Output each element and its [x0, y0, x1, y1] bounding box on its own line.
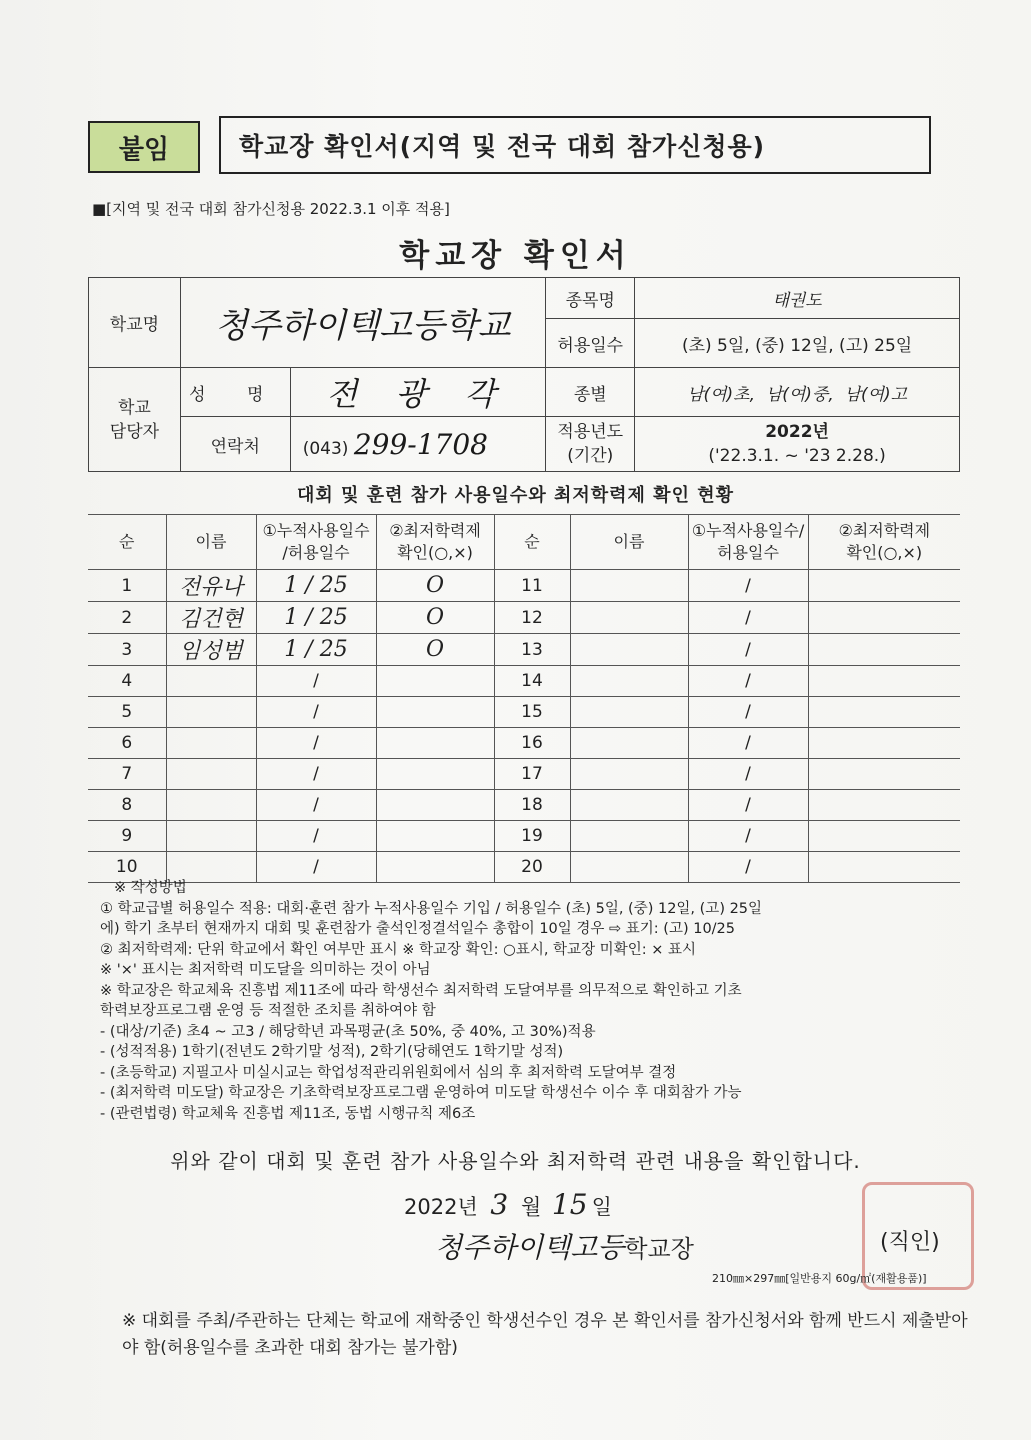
- row-days-2: [688, 634, 808, 666]
- contact-value: [290, 417, 546, 472]
- row-days-2: [688, 759, 808, 790]
- row-days-2: [688, 602, 808, 634]
- row-no-2: [494, 697, 570, 728]
- row-no: [88, 821, 166, 852]
- school-label: 학교명: [89, 278, 181, 368]
- col-name-2: 이름: [570, 515, 688, 570]
- gender-label: 종별: [546, 368, 635, 417]
- row-days-text: /: [313, 671, 319, 691]
- instructions-heading: ※ 작성방법: [114, 880, 187, 896]
- row-days: [256, 666, 376, 697]
- row-name-2: [570, 759, 688, 790]
- instructions-lines: [100, 899, 970, 1125]
- row-days-2: [688, 790, 808, 821]
- row-name: [166, 759, 256, 790]
- col-no-2: 순: [494, 515, 570, 570]
- row-no-2-text: 12: [521, 607, 543, 628]
- instructions: [100, 878, 970, 1124]
- principal-suffix: 학교장: [624, 1235, 694, 1263]
- table-row: [88, 666, 960, 697]
- row-days-2-text: /: [745, 639, 751, 660]
- row-no-text: 7: [121, 764, 133, 784]
- row-days-2-text: /: [745, 733, 751, 753]
- contact-handwriting: 299-1708: [353, 427, 488, 461]
- date-month: 3: [490, 1188, 509, 1221]
- row-no: [88, 602, 166, 634]
- col-no: 순: [88, 515, 166, 570]
- row-no-2: [494, 570, 570, 602]
- row-days-text: /: [313, 733, 319, 753]
- row-no-2-text: 18: [521, 795, 543, 815]
- instruction-line: - (최저학력 미도달) 학교장은 기초학력보장프로그램 운영하여 미도달 학생선수 이수 후 대회참가 가능: [100, 1085, 742, 1101]
- col-days: ①누적사용일수 /허용일수: [256, 515, 376, 570]
- row-no-2-text: 16: [521, 733, 543, 753]
- info-table: [88, 277, 960, 472]
- date-day: 15: [551, 1188, 588, 1221]
- row-name-text: 전유나: [179, 575, 243, 600]
- signature-date: [404, 1188, 612, 1221]
- row-no: [88, 570, 166, 602]
- row-no-2-text: 20: [521, 857, 543, 877]
- document-title: 학교장 확인서: [399, 238, 632, 274]
- row-no-text: 2: [121, 607, 133, 628]
- row-no-2: [494, 728, 570, 759]
- seal-label: (직인): [880, 1230, 940, 1255]
- row-no-text: 6: [121, 733, 133, 753]
- row-days-2-text: /: [745, 702, 751, 722]
- period-text: ('22.3.1. ~ '23 2.28.): [708, 446, 886, 466]
- row-grade: [376, 570, 494, 602]
- col-days-2: ①누적사용일수/ 허용일수: [688, 515, 808, 570]
- row-grade: [376, 728, 494, 759]
- row-name-text: 김건현: [179, 607, 243, 632]
- attachment-tag: 붙임: [88, 121, 200, 173]
- principal-signature: [435, 1226, 694, 1266]
- instruction-line: 학력보장프로그램 운영 등 적절한 조치를 취하여야 함: [100, 1003, 436, 1019]
- row-days-2-text: /: [745, 671, 751, 691]
- name-handwriting: 전 광 각: [326, 375, 510, 413]
- instruction-line: ① 학교급별 허용일수 적용: 대회·훈련 참가 누적사용일수 기입 / 허용일수 (초) 5일, (중) 12일, (고) 25일: [100, 900, 763, 917]
- row-no-2-text: 11: [521, 575, 543, 596]
- year-text: 2022년: [765, 422, 829, 442]
- date-day-unit: 일: [591, 1195, 612, 1219]
- row-grade-2: [808, 821, 960, 852]
- row-days-2: [688, 666, 808, 697]
- row-grade: [376, 790, 494, 821]
- row-days-text: /: [313, 702, 319, 722]
- row-no-text: 9: [121, 826, 133, 846]
- row-days-text: /: [313, 826, 319, 846]
- table-title: 대회 및 훈련 참가 사용일수와 최저학력제 확인 현황: [296, 485, 734, 506]
- row-name-2: [570, 666, 688, 697]
- row-name-2: [570, 570, 688, 602]
- instruction-line: - (성적적용) 1학기(전년도 2학기말 성적), 2학기(당해연도 1학기말 성적): [100, 1044, 564, 1060]
- allow-value: (초) 5일, (중) 12일, (고) 25일: [635, 319, 960, 368]
- row-grade-2: [808, 790, 960, 821]
- year-value: [635, 417, 960, 472]
- row-name-2: [570, 728, 688, 759]
- gender-value: 남(여)초, 남(여)중, 남(여)고: [635, 368, 960, 417]
- row-days-2-text: /: [745, 795, 751, 815]
- row-name: [166, 728, 256, 759]
- row-grade-2: [808, 570, 960, 602]
- athlete-table: [88, 514, 960, 883]
- applicability-note: ■[지역 및 전국 대회 참가신청용 2022.3.1 이후 적용]: [92, 200, 450, 218]
- row-days-2-text: /: [745, 857, 751, 877]
- table-body: [88, 570, 960, 883]
- row-no-2: [494, 666, 570, 697]
- row-grade: [376, 634, 494, 666]
- row-no-2-text: 15: [521, 702, 543, 722]
- row-no: [88, 759, 166, 790]
- col-grade-2: ②최저학력제 확인(○,×): [808, 515, 960, 570]
- row-name: [166, 821, 256, 852]
- row-grade-2: [808, 759, 960, 790]
- row-name-text: 임성범: [179, 639, 243, 664]
- row-name: [166, 634, 256, 666]
- row-grade: [376, 697, 494, 728]
- row-no-text: 4: [121, 671, 133, 691]
- row-grade-2: [808, 666, 960, 697]
- row-no: [88, 790, 166, 821]
- instruction-line: - (대상/기준) 초4 ~ 고3 / 해당학년 과목평균(초 50%, 중 40%, 고 30%)적용: [100, 1023, 596, 1040]
- row-grade: [376, 821, 494, 852]
- row-name: [166, 570, 256, 602]
- row-days-2-text: /: [745, 575, 751, 596]
- row-days-text: /: [313, 795, 319, 815]
- allow-label: 허용일수: [546, 319, 635, 368]
- row-days-text: 1 / 25: [284, 637, 348, 662]
- table-row: [88, 790, 960, 821]
- confirmation-statement: 위와 같이 대회 및 훈련 참가 사용일수와 최저학력 관련 내용을 확인합니다.: [170, 1149, 861, 1173]
- date-year: 2022년: [404, 1195, 478, 1219]
- row-name-2: [570, 602, 688, 634]
- table-row: [88, 570, 960, 602]
- row-name-2: [570, 634, 688, 666]
- row-no-text: 10: [115, 857, 138, 877]
- event-label: 종목명: [546, 278, 635, 319]
- instruction-line: - (관련법령) 학교체육 진흥법 제11조, 동법 시행규칙 제6조: [100, 1105, 476, 1122]
- table-header-row: [88, 515, 960, 570]
- row-no-2: [494, 634, 570, 666]
- row-no: [88, 728, 166, 759]
- row-no: [88, 666, 166, 697]
- school-value: [180, 278, 545, 368]
- row-grade: [376, 602, 494, 634]
- row-no-2-text: 19: [521, 826, 543, 846]
- contact-label: 연락처: [180, 417, 290, 472]
- row-no-2: [494, 790, 570, 821]
- name-value: [290, 368, 546, 417]
- row-days-text: /: [313, 857, 319, 877]
- table-row: [88, 728, 960, 759]
- row-no-2: [494, 821, 570, 852]
- row-days-2-text: /: [745, 764, 751, 784]
- row-name-2: [570, 790, 688, 821]
- row-no-text: 1: [121, 575, 133, 596]
- table-row: [88, 697, 960, 728]
- row-grade-text: O: [425, 605, 445, 630]
- row-name-2: [570, 697, 688, 728]
- row-no: [88, 634, 166, 666]
- row-no-text: 5: [121, 702, 133, 722]
- row-name: [166, 666, 256, 697]
- instruction-line: 에) 학기 초부터 현재까지 대회 및 훈련참가 출석인정결석일수 총합이 10일 경우 ⇨ 표기: (고) 10/25: [100, 921, 736, 937]
- row-name: [166, 602, 256, 634]
- row-days: [256, 790, 376, 821]
- date-month-unit: 월: [520, 1195, 542, 1219]
- row-grade: [376, 759, 494, 790]
- row-no-2-text: 14: [521, 671, 543, 691]
- row-days-2: [688, 728, 808, 759]
- instruction-line: ※ 학교장은 학교체육 진흥법 제11조에 따라 학생선수 최저학력 도달여부를 의무적으로 확인하고 기초: [100, 982, 742, 999]
- row-days-2-text: /: [745, 826, 751, 846]
- contact-prefix: (043): [302, 438, 349, 459]
- header-title: 학교장 확인서(지역 및 전국 대회 참가신청용): [219, 116, 931, 174]
- table-row: [88, 759, 960, 790]
- table-row: [88, 821, 960, 852]
- row-no-text: 3: [121, 639, 133, 660]
- school-handwriting: 청주하이텍고등학교: [214, 306, 511, 346]
- staff-label: 학교 담당자: [89, 368, 181, 472]
- row-no-2: [494, 759, 570, 790]
- paper-spec: 210㎜×297㎜[일반용지 60g/㎡(재활용품)]: [712, 1272, 927, 1285]
- row-days-text: 1 / 25: [284, 573, 348, 598]
- name-label: 성 명: [180, 368, 290, 417]
- row-no: [88, 697, 166, 728]
- row-days: [256, 570, 376, 602]
- row-days: [256, 634, 376, 666]
- row-grade-text: O: [425, 573, 445, 598]
- row-days-2-text: /: [745, 607, 751, 628]
- row-days-2: [688, 821, 808, 852]
- table-row: [88, 602, 960, 634]
- row-days: [256, 697, 376, 728]
- row-days-text: 1 / 25: [284, 605, 348, 630]
- row-days: [256, 602, 376, 634]
- row-grade-2: [808, 602, 960, 634]
- col-grade: ②최저학력제 확인(○,×): [376, 515, 494, 570]
- row-no-text: 8: [121, 795, 133, 815]
- table-row: [88, 634, 960, 666]
- row-no-2-text: 13: [521, 639, 543, 660]
- row-name-2: [570, 821, 688, 852]
- row-grade: [376, 666, 494, 697]
- instruction-line: - (초등학교) 지필고사 미실시교는 학업성적관리위원회에서 심의 후 최저학력 도달여부 결정: [100, 1064, 677, 1081]
- year-label: 적용년도 (기간): [546, 417, 635, 472]
- row-days-2: [688, 570, 808, 602]
- row-grade-2: [808, 634, 960, 666]
- principal-school-handwriting: 청주하이텍고등: [435, 1231, 625, 1264]
- event-value: 태권도: [635, 278, 960, 319]
- footnote: ※ 대회를 주최/주관하는 단체는 학교에 재학중인 학생선수인 경우 본 확인서를 참가신청서와 함께 반드시 제출받아야 함(허용일수를 초과한 대회 참가는 불가함): [122, 1311, 968, 1358]
- row-days: [256, 759, 376, 790]
- row-name: [166, 697, 256, 728]
- row-days-2: [688, 697, 808, 728]
- row-name: [166, 790, 256, 821]
- row-no-2-text: 17: [521, 764, 543, 784]
- instruction-line: ② 최저학력제: 단위 학교에서 확인 여부만 표시 ※ 학교장 확인: ○표시, 학교장 미확인: × 표시: [100, 941, 696, 958]
- instruction-line: ※ '×' 표시는 최저학력 미도달을 의미하는 것이 아님: [100, 962, 431, 978]
- row-days: [256, 821, 376, 852]
- row-grade-2: [808, 728, 960, 759]
- row-grade-text: O: [425, 637, 445, 662]
- col-name: 이름: [166, 515, 256, 570]
- row-days-text: /: [313, 764, 319, 784]
- row-no-2: [494, 602, 570, 634]
- row-days: [256, 728, 376, 759]
- row-grade-2: [808, 697, 960, 728]
